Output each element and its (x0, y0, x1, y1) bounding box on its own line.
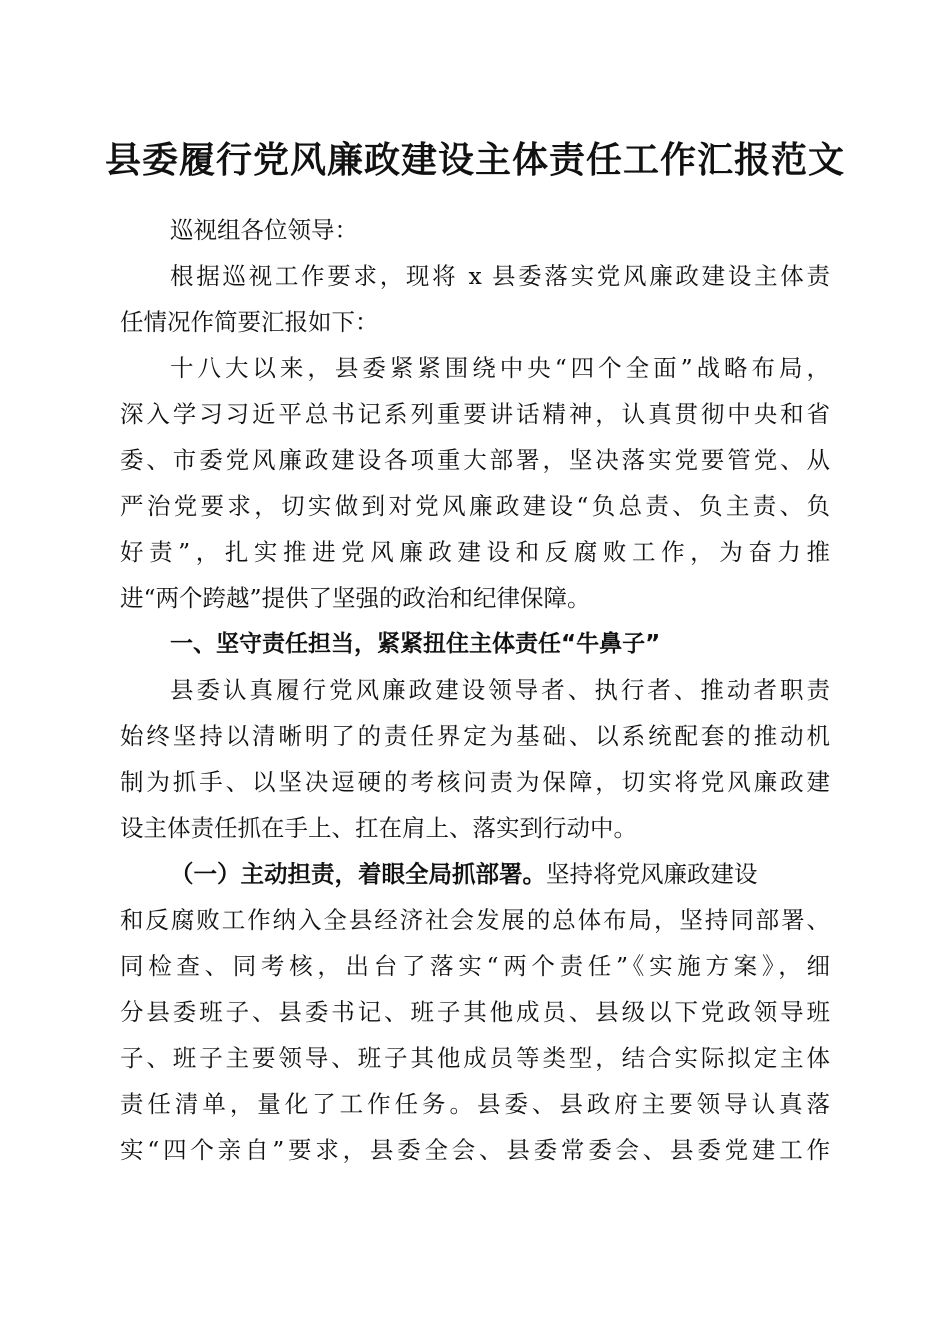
paragraph-line: 责任清单，量化了工作任务。县委、县政府主要领导认真落 (120, 1090, 830, 1118)
paragraph-line: 进“两个跨越”提供了坚强的政治和纪律保障。 (120, 584, 591, 612)
paragraph-line: 根据巡视工作要求，现将 x 县委落实党风廉政建设主体责 (170, 262, 830, 290)
paragraph-line: 县委认真履行党风廉政建设领导者、执行者、推动者职责 (170, 676, 830, 704)
paragraph-line: 和反腐败工作纳入全县经济社会发展的总体布局，坚持同部署、 (120, 906, 830, 934)
paragraph-line: 好责”，扎实推进党风廉政建设和反腐败工作，为奋力推 (120, 538, 830, 566)
paragraph-line: 子、班子主要领导、班子其他成员等类型，结合实际拟定主体 (120, 1044, 830, 1072)
document-title: 县委履行党风廉政建设主体责任工作汇报范文 (104, 139, 845, 181)
subsection-text: 坚持将党风廉政建设 (546, 860, 758, 888)
paragraph-line: 始终坚持以清晰明了的责任界定为基础、以系统配套的推动机 (120, 722, 830, 750)
paragraph-line: 任情况作简要汇报如下： (120, 308, 379, 336)
subsection-heading: （一）主动担责，着眼全局抓部署。 (170, 860, 546, 888)
paragraph-line: 制为抓手、以坚决逗硬的考核问责为保障，切实将党风廉政建 (120, 768, 830, 796)
paragraph-line: 同检查、同考核，出台了落实“两个责任”《实施方案》，细 (120, 952, 830, 980)
paragraph-line: 严治党要求，切实做到对党风廉政建设“负总责、负主责、负 (120, 492, 830, 520)
section-heading: 一、坚守责任担当，紧紧扭住主体责任“牛鼻子” (170, 631, 661, 657)
paragraph-line: 实“四个亲自”要求，县委全会、县委常委会、县委党建工作 (120, 1136, 830, 1164)
paragraph-line: 深入学习习近平总书记系列重要讲话精神，认真贯彻中央和省 (120, 400, 830, 428)
salutation-line: 巡视组各位领导： (170, 216, 358, 244)
document-body (120, 207, 830, 1173)
subsection-line (120, 851, 830, 897)
paragraph-line: 分县委班子、县委书记、班子其他成员、县级以下党政领导班 (120, 998, 830, 1026)
paragraph-line: 设主体责任抓在手上、扛在肩上、落实到行动中。 (120, 814, 637, 842)
paragraph-line: 十八大以来，县委紧紧围绕中央“四个全面”战略布局， (170, 354, 830, 382)
paragraph-line: 委、市委党风廉政建设各项重大部署，坚决落实党要管党、从 (120, 446, 830, 474)
